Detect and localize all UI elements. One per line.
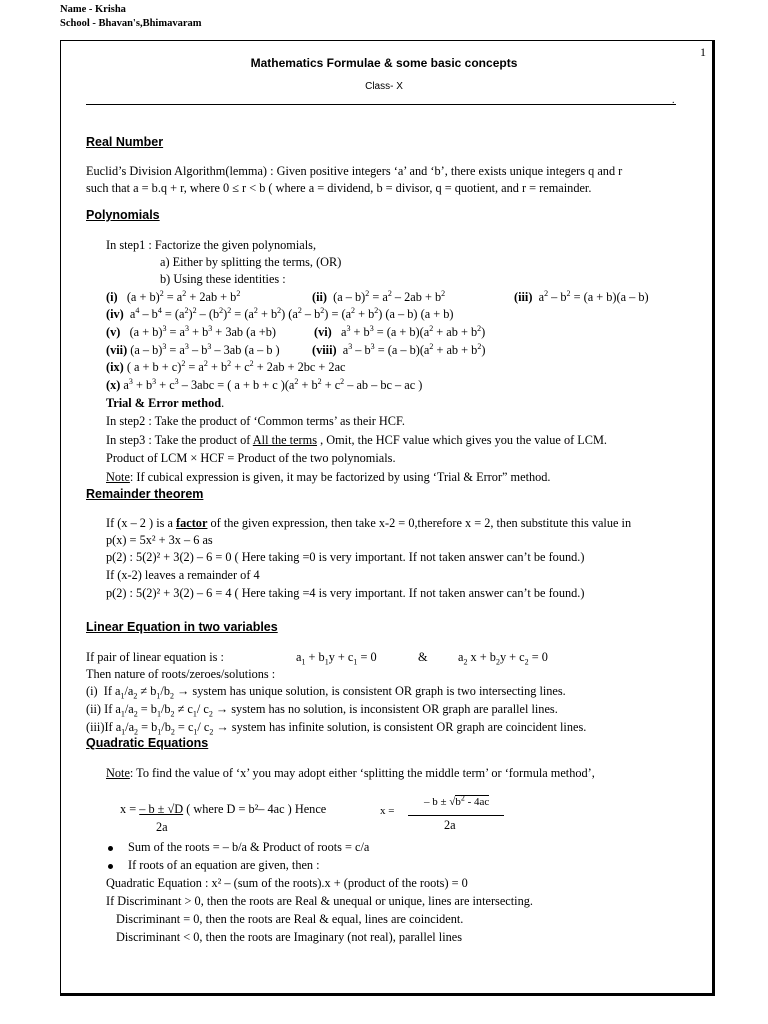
identity-x: (x) $a^3 + b^3 + c^3 - 3abc$ = ( a + b + c )($a^2 + b^2 + c^2$ – ab – bc – ac ) [106, 376, 423, 392]
title-rule [86, 104, 676, 105]
roots-sum-product: Sum of the roots = – b/a & Product of roots = c/a [128, 840, 370, 854]
section-heading-real-number: Real Number [86, 135, 164, 149]
identity-label: (vi) [314, 325, 332, 339]
rem-l1-prefix: If (x – 2 ) is a [106, 516, 177, 530]
bullet-icon [108, 864, 113, 869]
poly-step1: In step1 : Factorize the given polynomials, [106, 238, 317, 252]
identity-iv: (iv) $a^4 - b^4 = (a^2)^2 - (b^2)^2 = (a^2 + b^2)$ $(a^2 - b^2) = (a^2 + b^2)$ (a – b) (a + b) [106, 305, 454, 321]
linear-case-1: (i) If $a_1/a_2 \ne b_1/b_2$ → system has unique solution, is consistent OR graph is two intersecting lines. [86, 684, 566, 701]
linear-eq-1: $a_1 + b_1y + c_1 = 0$ [296, 650, 377, 667]
step3-all-terms: All the terms [252, 433, 318, 447]
discriminant-negative: Discriminant < 0, then the roots are Imaginary (not real), parallel lines [116, 930, 463, 944]
roots-given: If roots of an equation are given, then : [128, 858, 320, 872]
case-3-text: → system has infinite solution, is consistent OR graph are coincident lines. [213, 720, 587, 734]
step3-suffix: , Omit, the HCF value which gives you the value of LCM. [317, 433, 607, 447]
poly-step2: In step2 : Take the product of ‘Common terms’ as their HCF. [106, 414, 405, 428]
section-heading-quadratic: Quadratic Equations [86, 736, 209, 750]
linear-eq-2: $a_2$ $x + b_2y + c_2 = 0$ [458, 650, 548, 667]
bullet-icon [108, 846, 113, 851]
quadratic-formula-2-numerator: – $b \pm √b^2 - 4ac$ [424, 793, 490, 808]
fraction-bar [408, 815, 504, 816]
identity-i: (i) $(a + b)^2 = a^2 + 2ab + b^2$ [106, 288, 241, 304]
identity-label: (vii) [106, 343, 128, 357]
formula-2-denominator: 2a [444, 818, 456, 832]
quadratic-note [106, 766, 595, 781]
identity-vii: (vii) $(a - b)^3 = a^3 - b^3 - 3ab$ (a – b ) [106, 341, 280, 357]
identity-label: (viii) [312, 343, 337, 357]
poly-option-a: a) Either by splitting the terms, (OR) [160, 255, 342, 269]
student-name: Name - Krisha [60, 4, 126, 15]
identity-iii: (iii) $a^2 - b^2 = (a + b)(a - b)$ [514, 288, 649, 304]
note-label: Note [106, 766, 130, 780]
note-label: Note [106, 470, 130, 484]
note-text: : If cubical expression is given, it may be factorized by using ‘Trial & Error” method. [129, 470, 551, 484]
linear-case-3: (iii)If $a_1/a_2 = b_1/b_2 = c_1/$ $c_2$ → system has infinite solution, is consistent OR graph are coincident lines. [86, 720, 587, 737]
remainder-line-5: p(2) : 5(2)² + 3(2) – 6 = 4 ( Here taking =4 is very important. If not taken answer can’t be found.) [106, 586, 585, 600]
linear-line-2: Then nature of roots/zeroes/solutions : [86, 667, 276, 681]
remainder-line-1 [106, 516, 631, 531]
identity-v: (v) $(a + b)^3 = a^3 + b^3 + 3ab$ (a +b) [106, 323, 276, 339]
linear-ampersand: & [418, 650, 428, 664]
linear-line-1: If pair of linear equation is : [86, 650, 224, 664]
poly-note [106, 470, 551, 485]
lcm-hcf-product: Product of LCM × HCF = Product of the two polynomials. [106, 451, 396, 465]
rem-l1-suffix: of the given expression, then take x-2 = 0,therefore x = 2, then substitute this value in [207, 516, 632, 530]
case-1-text: → system has unique solution, is consistent OR graph is two intersecting lines. [173, 684, 566, 698]
poly-step3 [106, 433, 607, 448]
rem-factor-word: factor [176, 516, 208, 530]
identity-label: (x) [106, 378, 121, 392]
school-name: School - Bhavan's,Bhimavaram [60, 18, 202, 29]
rule-mark: . [672, 95, 675, 106]
quadratic-formula-1: x = – b ± √D ( where D = b²– 4ac ) Hence [120, 802, 327, 816]
identity-ii: (ii) $(a - b)^2 = a^2 - 2ab + b^2$ [312, 288, 446, 304]
euclid-line-1: Euclid’s Division Algorithm(lemma) : Given positive integers ‘a’ and ‘b’, there exists unique integers q and r [86, 164, 623, 178]
step3-prefix: In step3 : Take the product of [106, 433, 253, 447]
discriminant-zero: Discriminant = 0, then the roots are Real & equal, lines are coincident. [116, 912, 464, 926]
trial-error-method: Trial & Error method [106, 396, 222, 410]
linear-case-2: (ii) If $a_1/a_2 = b_1/b_2 \ne c_1/$ $c_2$ → system has no solution, is inconsistent OR graph are parallel lines. [86, 702, 558, 719]
section-heading-polynomials: Polynomials [86, 208, 160, 222]
identity-label: (iv) [106, 307, 124, 321]
identity-label: (iii) [514, 290, 533, 304]
quadratic-formula-2-lhs: x = [380, 805, 395, 817]
document-class: Class- X [365, 81, 403, 92]
identity-label: (ix) [106, 360, 124, 374]
poly-option-b: b) Using these identities : [160, 272, 286, 286]
identity-viii: (viii) $a^3 - b^3 = (a - b)(a^2$ + ab + $b^2$) [312, 341, 486, 357]
formula-1-denominator: 2a [156, 820, 168, 834]
identity-label: (i) [106, 290, 118, 304]
identity-label: (v) [106, 325, 121, 339]
remainder-line-4: If (x-2) leaves a remainder of 4 [106, 568, 260, 582]
quadratic-equation-form: Quadratic Equation : x² – (sum of the roots).x + (product of the roots) = 0 [106, 876, 468, 890]
page-number: 1 [700, 45, 706, 59]
identity-vi: (vi) $a^3 + b^3 = (a + b)(a^2$ + ab + $b^2$) [314, 323, 486, 339]
note-text: : To find the value of ‘x’ you may adopt either ‘splitting the middle term’ or ‘formula method’, [129, 766, 595, 780]
trial-error-line: Trial & Error method. [106, 396, 225, 410]
formula-where: ( where D = b²– 4ac ) Hence [186, 802, 327, 816]
identity-ix: (ix) ( $a + b + c)^2 = a^2 + b^2 + c^2 + 2ab + 2bc + 2ac$ [106, 358, 346, 374]
case-2-text: → system has no solution, is inconsistent OR graph are parallel lines. [212, 702, 558, 716]
remainder-line-3: p(2) : 5(2)² + 3(2) – 6 = 0 ( Here taking =0 is very important. If not taken answer can’t be found.) [106, 550, 585, 564]
euclid-line-2: such that a = b.q + r, where 0 ≤ r < b ( where a = dividend, b = divisor, q = quotient, and r = remainder. [86, 181, 592, 195]
discriminant-positive: If Discriminant > 0, then the roots are Real & unequal or unique, lines are intersecting. [106, 894, 533, 908]
section-heading-remainder: Remainder theorem [86, 487, 204, 501]
remainder-line-2: p(x) = 5x² + 3x – 6 as [106, 533, 213, 547]
identity-label: (ii) [312, 290, 328, 304]
section-heading-linear: Linear Equation in two variables [86, 620, 278, 634]
document-title: Mathematics Formulae & some basic concepts [250, 56, 518, 70]
